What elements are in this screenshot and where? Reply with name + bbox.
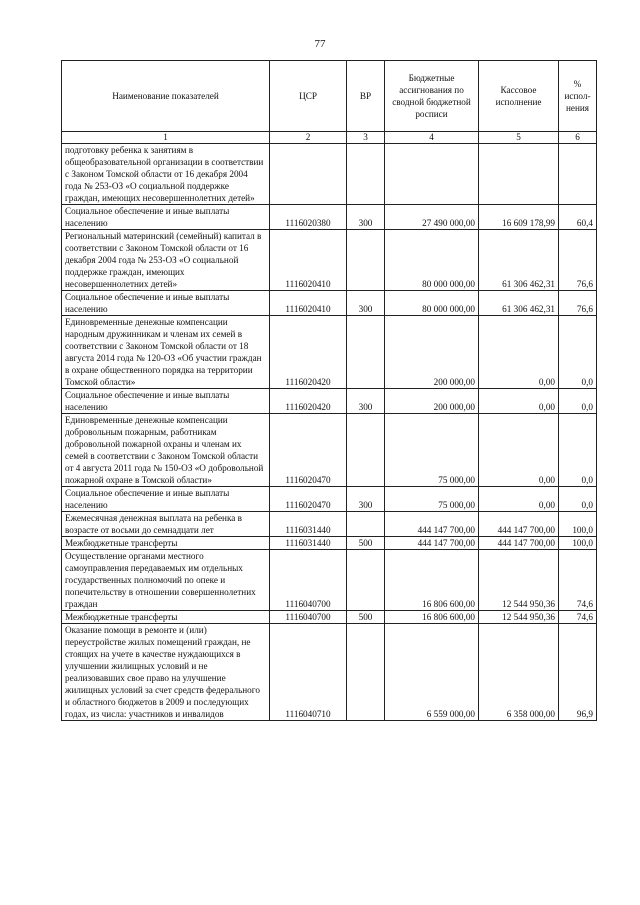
table-row — [62, 205, 597, 230]
row-indicator-name: Региональный материнский (семейный) капитал в соответствии с Законом Томской области от 16 декабря 2004 года № 253-ОЗ «О социальной поддержке граждан, имеющих несовершеннолетних детей» — [62, 230, 270, 291]
row-csr: 1116020420 — [270, 316, 347, 389]
row-indicator-name: Единовременные денежные компенсации народным дружинникам и членам их семей в соответствии с Законом Томской области от 18 августа 2014 года № 120-ОЗ «Об участии граждан в охране общественного порядка на территории Томской области» — [62, 316, 270, 389]
row-vr — [347, 414, 385, 487]
row-executed: 6 358 000,00 — [479, 624, 559, 721]
row-percent: 0,0 — [559, 414, 597, 487]
row-budget: 200 000,00 — [385, 389, 479, 414]
column-number: 2 — [270, 132, 347, 144]
header-vr: ВР — [347, 61, 385, 132]
row-csr: 1116020380 — [270, 205, 347, 230]
row-percent: 100,0 — [559, 537, 597, 550]
row-indicator-name: Единовременные денежные компенсации добровольным пожарным, работникам добровольной пожарной охраны и членам их семей в соответствии с Законом Томской области от 4 августа 2011 года № 150-ОЗ «О добровольной пожарной охране в Томской области» — [62, 414, 270, 487]
row-budget: 80 000 000,00 — [385, 230, 479, 291]
row-percent: 96,9 — [559, 624, 597, 721]
table-row — [62, 512, 597, 537]
row-budget — [385, 144, 479, 205]
row-executed — [479, 144, 559, 205]
table-row — [62, 537, 597, 550]
row-indicator-name: Социальное обеспечение и иные выплаты населению — [62, 291, 270, 316]
row-budget: 200 000,00 — [385, 316, 479, 389]
row-percent: 100,0 — [559, 512, 597, 537]
row-executed: 444 147 700,00 — [479, 512, 559, 537]
row-vr — [347, 230, 385, 291]
row-csr: 1116031440 — [270, 512, 347, 537]
table-row — [62, 291, 597, 316]
row-percent: 74,6 — [559, 550, 597, 611]
row-budget: 75 000,00 — [385, 487, 479, 512]
row-vr — [347, 316, 385, 389]
row-percent: 60,4 — [559, 205, 597, 230]
row-percent — [559, 144, 597, 205]
page-number: 77 — [314, 38, 326, 50]
row-executed: 0,00 — [479, 389, 559, 414]
row-csr: 1116031440 — [270, 537, 347, 550]
row-indicator-name: Ежемесячная денежная выплата на ребенка в возрасте от восьми до семнадцати лет — [62, 512, 270, 537]
column-number: 5 — [479, 132, 559, 144]
row-indicator-name: Осуществление органами местного самоуправления передаваемых им отдельных государственных полномочий по опеке и попечительству в отношении совершеннолетних граждан — [62, 550, 270, 611]
table-row — [62, 487, 597, 512]
row-indicator-name: подготовку ребенка к занятиям в общеобразовательной организации в соответствии с Законом Томской области от 16 декабря 2004 года № 253-ОЗ «О социальной поддержке граждан, имеющих несовершеннолетних детей» — [62, 144, 270, 205]
row-executed: 12 544 950,36 — [479, 550, 559, 611]
table-row — [62, 389, 597, 414]
row-vr: 500 — [347, 611, 385, 624]
row-indicator-name: Социальное обеспечение и иные выплаты населению — [62, 389, 270, 414]
row-percent: 0,0 — [559, 389, 597, 414]
column-number: 1 — [62, 132, 270, 144]
row-vr — [347, 550, 385, 611]
header-indicator-name: Наименование показателей — [62, 61, 270, 132]
table-row — [62, 624, 597, 721]
row-percent: 76,6 — [559, 230, 597, 291]
table-header-row — [62, 61, 597, 132]
column-number-row — [62, 132, 597, 144]
row-percent: 76,6 — [559, 291, 597, 316]
table-row — [62, 316, 597, 389]
row-budget: 27 490 000,00 — [385, 205, 479, 230]
row-vr: 300 — [347, 487, 385, 512]
table-row — [62, 144, 597, 205]
row-csr: 1116020420 — [270, 389, 347, 414]
column-number: 6 — [559, 132, 597, 144]
row-csr: 1116020410 — [270, 291, 347, 316]
row-budget: 444 147 700,00 — [385, 512, 479, 537]
row-budget: 80 000 000,00 — [385, 291, 479, 316]
row-vr — [347, 512, 385, 537]
row-csr: 1116020470 — [270, 487, 347, 512]
row-executed: 0,00 — [479, 316, 559, 389]
table-row — [62, 230, 597, 291]
row-csr: 1116040700 — [270, 611, 347, 624]
row-executed: 0,00 — [479, 487, 559, 512]
row-budget: 16 806 600,00 — [385, 550, 479, 611]
row-csr: 1116020470 — [270, 414, 347, 487]
row-vr: 300 — [347, 205, 385, 230]
row-percent: 0,0 — [559, 487, 597, 512]
row-indicator-name: Оказание помощи в ремонте и (или) переустройстве жилых помещений граждан, не стоящих на учете в качестве нуждающихся в улучшении жилищных условий и не реализовавших свое право на улучшение жилищных условий за счет средств федерального и областного бюджетов в 2009 и последующих годах, из числа: участников и инвалидов — [62, 624, 270, 721]
row-executed: 0,00 — [479, 414, 559, 487]
row-vr: 300 — [347, 389, 385, 414]
row-csr: 1116020410 — [270, 230, 347, 291]
header-execution-percent: % испол-нения — [559, 61, 597, 132]
table-row — [62, 550, 597, 611]
header-budget-allocations: Бюджетные ассигнования по сводной бюджетной росписи — [385, 61, 479, 132]
column-number: 3 — [347, 132, 385, 144]
budget-execution-table — [61, 60, 597, 721]
header-cash-execution: Кассовое исполнение — [479, 61, 559, 132]
row-indicator-name: Межбюджетные трансферты — [62, 611, 270, 624]
row-executed: 12 544 950,36 — [479, 611, 559, 624]
row-indicator-name: Межбюджетные трансферты — [62, 537, 270, 550]
row-executed: 61 306 462,31 — [479, 291, 559, 316]
row-percent: 0,0 — [559, 316, 597, 389]
row-indicator-name: Социальное обеспечение и иные выплаты населению — [62, 487, 270, 512]
row-budget: 75 000,00 — [385, 414, 479, 487]
row-vr: 300 — [347, 291, 385, 316]
column-number: 4 — [385, 132, 479, 144]
row-budget: 16 806 600,00 — [385, 611, 479, 624]
row-executed: 444 147 700,00 — [479, 537, 559, 550]
row-csr — [270, 144, 347, 205]
table-row — [62, 414, 597, 487]
row-vr — [347, 144, 385, 205]
row-executed: 16 609 178,99 — [479, 205, 559, 230]
header-csr: ЦСР — [270, 61, 347, 132]
row-percent: 74,6 — [559, 611, 597, 624]
row-indicator-name: Социальное обеспечение и иные выплаты населению — [62, 205, 270, 230]
row-vr: 500 — [347, 537, 385, 550]
row-budget: 6 559 000,00 — [385, 624, 479, 721]
row-executed: 61 306 462,31 — [479, 230, 559, 291]
table-row — [62, 611, 597, 624]
row-budget: 444 147 700,00 — [385, 537, 479, 550]
row-vr — [347, 624, 385, 721]
row-csr: 1116040700 — [270, 550, 347, 611]
row-csr: 1116040710 — [270, 624, 347, 721]
